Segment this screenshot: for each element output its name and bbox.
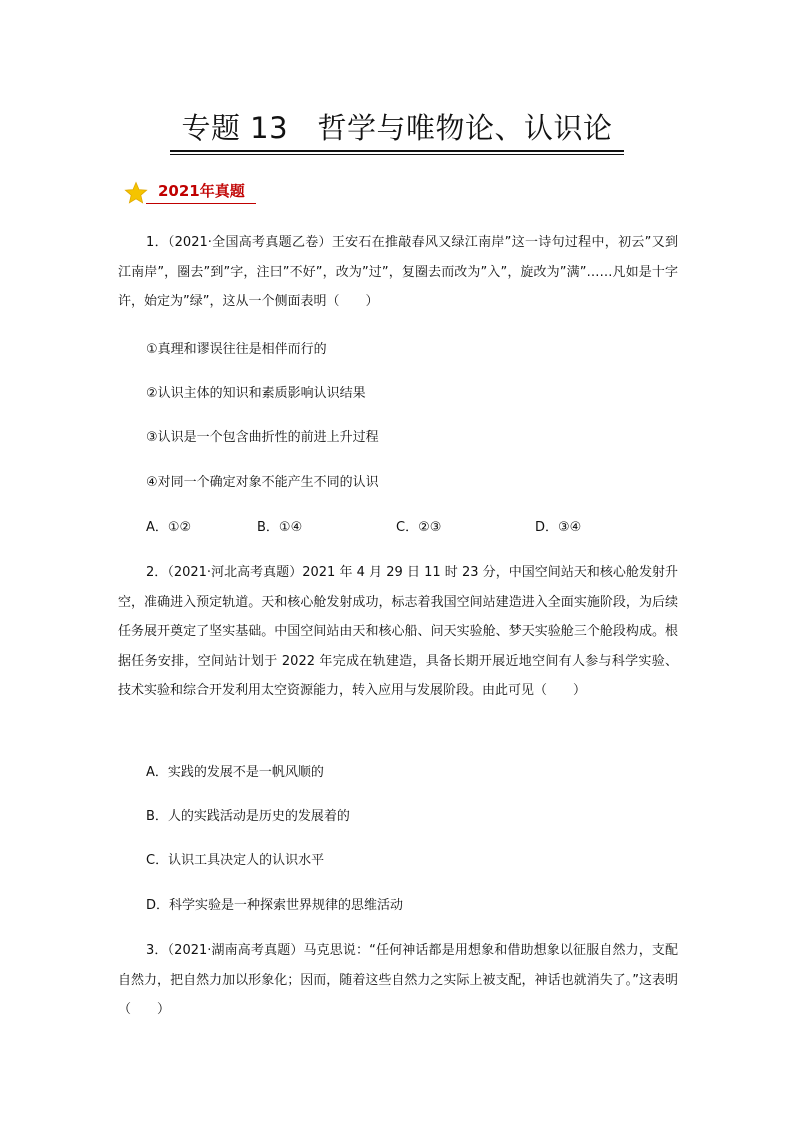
section-heading-underline [146,203,256,204]
question-1-choice-a[interactable]: A．①② [146,520,192,535]
section-heading-label: 2021年真题 [158,182,245,200]
question-1-item-2: ②认识主体的知识和素质影响认识结果 [146,386,366,401]
question-2-choice-d[interactable]: D．科学实验是一种探索世界规律的思维活动 [146,898,404,913]
section-heading [124,178,258,206]
question-1-item-3: ③认识是一个包含曲折性的前进上升过程 [146,430,379,445]
star-icon [124,181,148,205]
question-1-choice-c[interactable]: C．②③ [396,520,442,535]
question-3 [118,936,678,1025]
question-1-item-4: ④对同一个确定对象不能产生不同的认识 [146,475,379,490]
page-title: 专题 13 哲学与唯物论、认识论 [181,111,613,145]
question-1-item-1: ①真理和谬误往往是相伴而行的 [146,342,327,357]
question-2-choice-a[interactable]: A．实践的发展不是一帆风顺的 [146,765,324,780]
question-3-stem: 3．（2021·湖南高考真题）马克思说：“任何神话都是用想象和借助想象以征服自然力，支配自然力，把自然力加以形象化；因而，随着这些自然力之实际上被支配，神话也就消失了。”这表明（ ） [118,943,678,1017]
question-1-stem: 1．（2021·全国高考真题乙卷）王安石在推敲春风又绿江南岸”这一诗句过程中，初云”又到江南岸”，圈去”到”字，注曰”不好”，改为”过”，复圈去而改为”入”，旋改为”满”……凡如是十字许，始定为”绿”，这从一个侧面表明（ ） [118,235,678,309]
question-2-stem: 2．（2021·河北高考真题）2021 年 4 月 29 日 11 时 23 分，中国空间站天和核心舱发射升空，准确进入预定轨道。天和核心舱发射成功，标志着我国空间站建造进入全面实施阶段，为后续任务展开奠定了坚实基础。中国空间站由天和核心船、问天实验舱、梦天实验舱三个舱段构成。根据任务安排，空间站计划于 2022 年完成在轨建造，具备长期开展近地空间有人参与科学实验、技术实验和综合开发利用太空资源能力，转入应用与发展阶段。由此可见（ ） [118,565,678,698]
question-1-choice-b[interactable]: B．①④ [257,520,303,535]
title-underline-thin [170,154,624,155]
question-2-choice-c[interactable]: C．认识工具决定人的认识水平 [146,853,325,868]
question-2 [118,558,678,706]
question-1 [118,228,678,317]
page-title-block [170,108,624,155]
question-1-choice-d[interactable]: D．③④ [535,520,582,535]
title-underline-thick [170,150,624,152]
question-2-choice-b[interactable]: B．人的实践活动是历史的发展着的 [146,809,350,824]
